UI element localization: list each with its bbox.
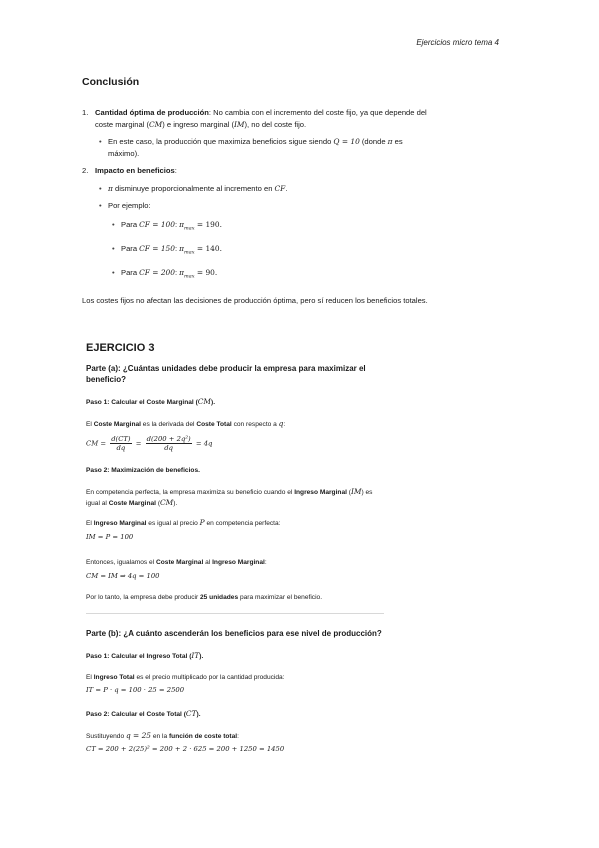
case-item: • Para CF = 100: $\pi_{max} = 190$.: [108, 219, 432, 235]
step-heading: Paso 1: Calcular el Coste Marginal (CM).: [86, 397, 216, 406]
paragraph: En competencia perfecta, la empresa maximiza su beneficio cuando el Ingreso Marginal (IM) es igual al Coste Marginal (CM).: [86, 487, 373, 507]
step-heading: Paso 2: Calcular el Coste Total (CT).: [86, 709, 201, 718]
conclusion-list: [82, 107, 432, 283]
divider: [86, 613, 384, 614]
exercise-body: [86, 363, 386, 765]
step-heading: Paso 2: Maximización de beneficios.: [86, 467, 200, 474]
formula: CT = 200 + 2(25)² = 200 + 2 · 625 = 200 + 1250 = 1450: [86, 745, 285, 753]
formula: IM = P = 100: [86, 533, 134, 541]
paragraph: Entonces, igualamos el Coste Marginal al Ingreso Marginal:: [86, 559, 267, 566]
paragraph: El Coste Marginal es la derivada del Coste Total con respecto a q:: [86, 419, 286, 428]
page-header: Ejercicios micro tema 4: [416, 38, 499, 47]
sub-list: [95, 183, 432, 283]
cases-list: [108, 219, 432, 283]
list-item: • π disminuye proporcionalmente al incremento en CF.: [95, 183, 432, 195]
formula: IT = P · q = 100 · 25 = 2500: [86, 686, 185, 694]
case-item: • Para CF = 200: $\pi_{max} = 90$.: [108, 267, 432, 283]
list-item: • En este caso, la producción que maximiza beneficios sigue siendo Q = 10 (donde π es máximo).: [95, 136, 432, 159]
paragraph: El Ingreso Total es el precio multiplicado por la cantidad producida:: [86, 674, 285, 681]
case-item: • Para CF = 150: $\pi_{max} = 140$.: [108, 243, 432, 259]
conclusion-section: [82, 76, 432, 306]
formula: CM = IM ⇒ 4q = 100: [86, 572, 160, 580]
list-item: • Por ejemplo: • Para CF = 100: $\pi_{max} = 190$. • Para CF = 150: $\pi_{max} = 140$. • Para CF = 200: $\pi_{max} = 90$.: [95, 200, 432, 283]
closing-paragraph: Los costes fijos no afectan las decisiones de producción óptima, pero sí reducen los beneficios totales.: [82, 295, 428, 305]
step-heading: Paso 1: Calcular el Ingreso Total (IT).: [86, 651, 204, 660]
formula: CM = $\frac{d(CT)}{dq}$ = $\frac{\text{d(200 + 2q²)}}{dq}$ = 4q: [86, 435, 213, 452]
conclusion-title: Conclusión: [82, 76, 140, 88]
paragraph: Por lo tanto, la empresa debe producir 25 unidades para maximizar el beneficio.: [86, 594, 323, 601]
sub-list: [95, 136, 432, 159]
paragraph: El Ingreso Marginal es igual al precio P en competencia perfecta:: [86, 518, 281, 527]
exercise-title: EJERCICIO 3: [86, 342, 155, 354]
part-b-title: Parte (b): ¿A cuánto ascenderán los beneficios para ese nivel de producción?: [86, 629, 382, 638]
list-item: 1. Cantidad óptima de producción: No cambia con el incremento del coste fijo, ya que depende del coste marginal (CM) e ingreso marginal (IM), no del coste fijo. • En este caso, la producción que maximiza beneficios sigue siendo Q = 10 (donde π es máximo).: [82, 107, 432, 159]
paragraph: Sustituyendo q = 25 en la función de coste total:: [86, 731, 239, 740]
list-item: 2. Impacto en beneficios: • π disminuye proporcionalmente al incremento en CF. • Por ejemplo: • Para CF = 100: $\pi_{max} = 190$. • Para CF = 150: $\pi_{max} = 140$. • Para CF = 200: $\pi_{max} = 90$.: [82, 165, 432, 283]
part-a-title: Parte (a): ¿Cuántas unidades debe producir la empresa para maximizar el beneficio?: [86, 364, 366, 384]
